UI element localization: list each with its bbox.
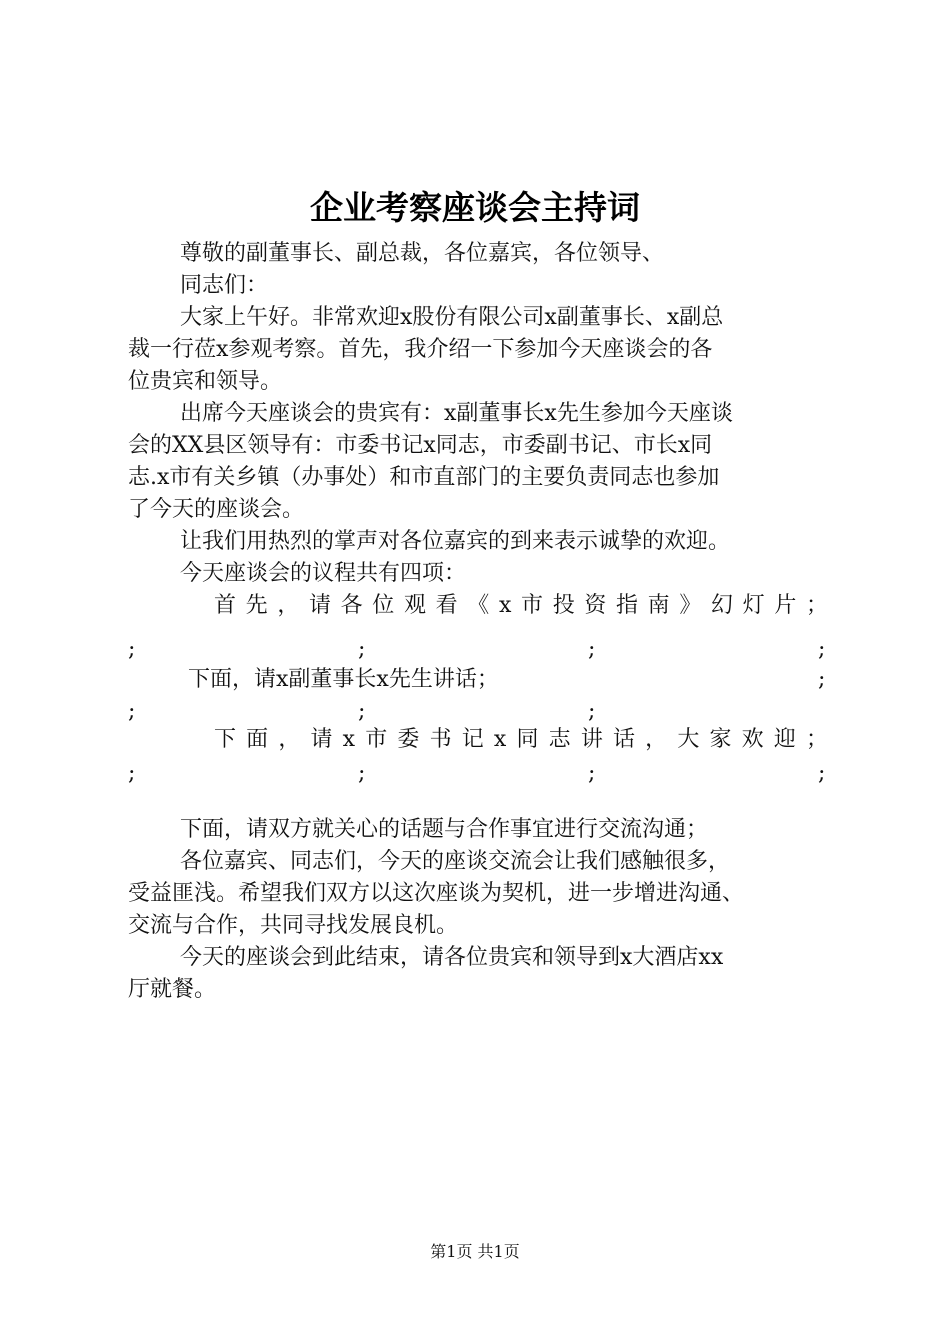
- semicolon-mark: ;: [128, 699, 136, 724]
- semicolon-mark: ;: [128, 637, 136, 662]
- semicolon-mark: ;: [588, 637, 596, 662]
- semicolon-row: [128, 634, 828, 666]
- semicolon-mark: ;: [358, 761, 366, 786]
- agenda-intro-line: 今天座谈会的议程共有四项：: [180, 561, 467, 586]
- closing-line: 各位嘉宾、同志们，今天的座谈交流会让我们感触很多，: [180, 849, 731, 874]
- page-footer: 第1页 共1页: [430, 1242, 520, 1261]
- semicolon-mark: ;: [358, 699, 366, 724]
- paragraph-line: 让我们用热烈的掌声对各位嘉宾的到来表示诚挚的欢迎。: [180, 529, 731, 554]
- salutation-line: 尊敬的副董事长、副总裁，各位嘉宾，各位领导、: [180, 241, 665, 266]
- semicolon-row: [128, 758, 828, 790]
- semicolon-row: [128, 664, 828, 696]
- semicolon-mark: ;: [588, 699, 596, 724]
- semicolon-mark: ;: [818, 667, 826, 692]
- paragraph-line: 裁一行莅x参观考察。首先，我介绍一下参加今天座谈会的各: [128, 337, 713, 362]
- paragraph-line: 志.x市有关乡镇（办事处）和市直部门的主要负责同志也参加: [128, 465, 720, 490]
- closing-line: 受益匪浅。希望我们双方以这次座谈为契机，进一步增进沟通、: [128, 881, 745, 906]
- agenda-item-1: 首先，请各位观看《x市投资指南》幻灯片；: [214, 593, 828, 618]
- semicolon-mark: ;: [358, 637, 366, 662]
- closing-line: 今天的座谈会到此结束，请各位贵宾和领导到x大酒店xx: [180, 945, 724, 970]
- semicolon-mark: ;: [818, 761, 826, 786]
- paragraph-line: 了今天的座谈会。: [128, 497, 305, 522]
- paragraph-line: 会的XX县区领导有：市委书记x同志，市委副书记、市长x同: [128, 433, 713, 458]
- semicolon-mark: ;: [588, 761, 596, 786]
- semicolon-mark: ;: [818, 637, 826, 662]
- salutation-line-2: 同志们：: [180, 273, 269, 298]
- agenda-item-2: 下面，请x副董事长x先生讲话；: [188, 667, 499, 692]
- paragraph-line: 位贵宾和领导。: [128, 369, 283, 394]
- paragraph-line: 大家上午好。非常欢迎x股份有限公司x副董事长、x副总: [180, 305, 724, 330]
- paragraph-line: 出席今天座谈会的贵宾有：x副董事长x先生参加今天座谈: [180, 401, 733, 426]
- closing-line: 交流与合作，共同寻找发展良机。: [128, 913, 459, 938]
- semicolon-mark: ;: [128, 761, 136, 786]
- agenda-item-4: 下面，请双方就关心的话题与合作事宜进行交流沟通；: [180, 817, 709, 842]
- closing-line: 厅就餐。: [128, 977, 217, 1002]
- document-title: 企业考察座谈会主持词: [310, 188, 640, 227]
- agenda-item-3: 下面，请x市委书记x同志讲话，大家欢迎；: [214, 727, 828, 752]
